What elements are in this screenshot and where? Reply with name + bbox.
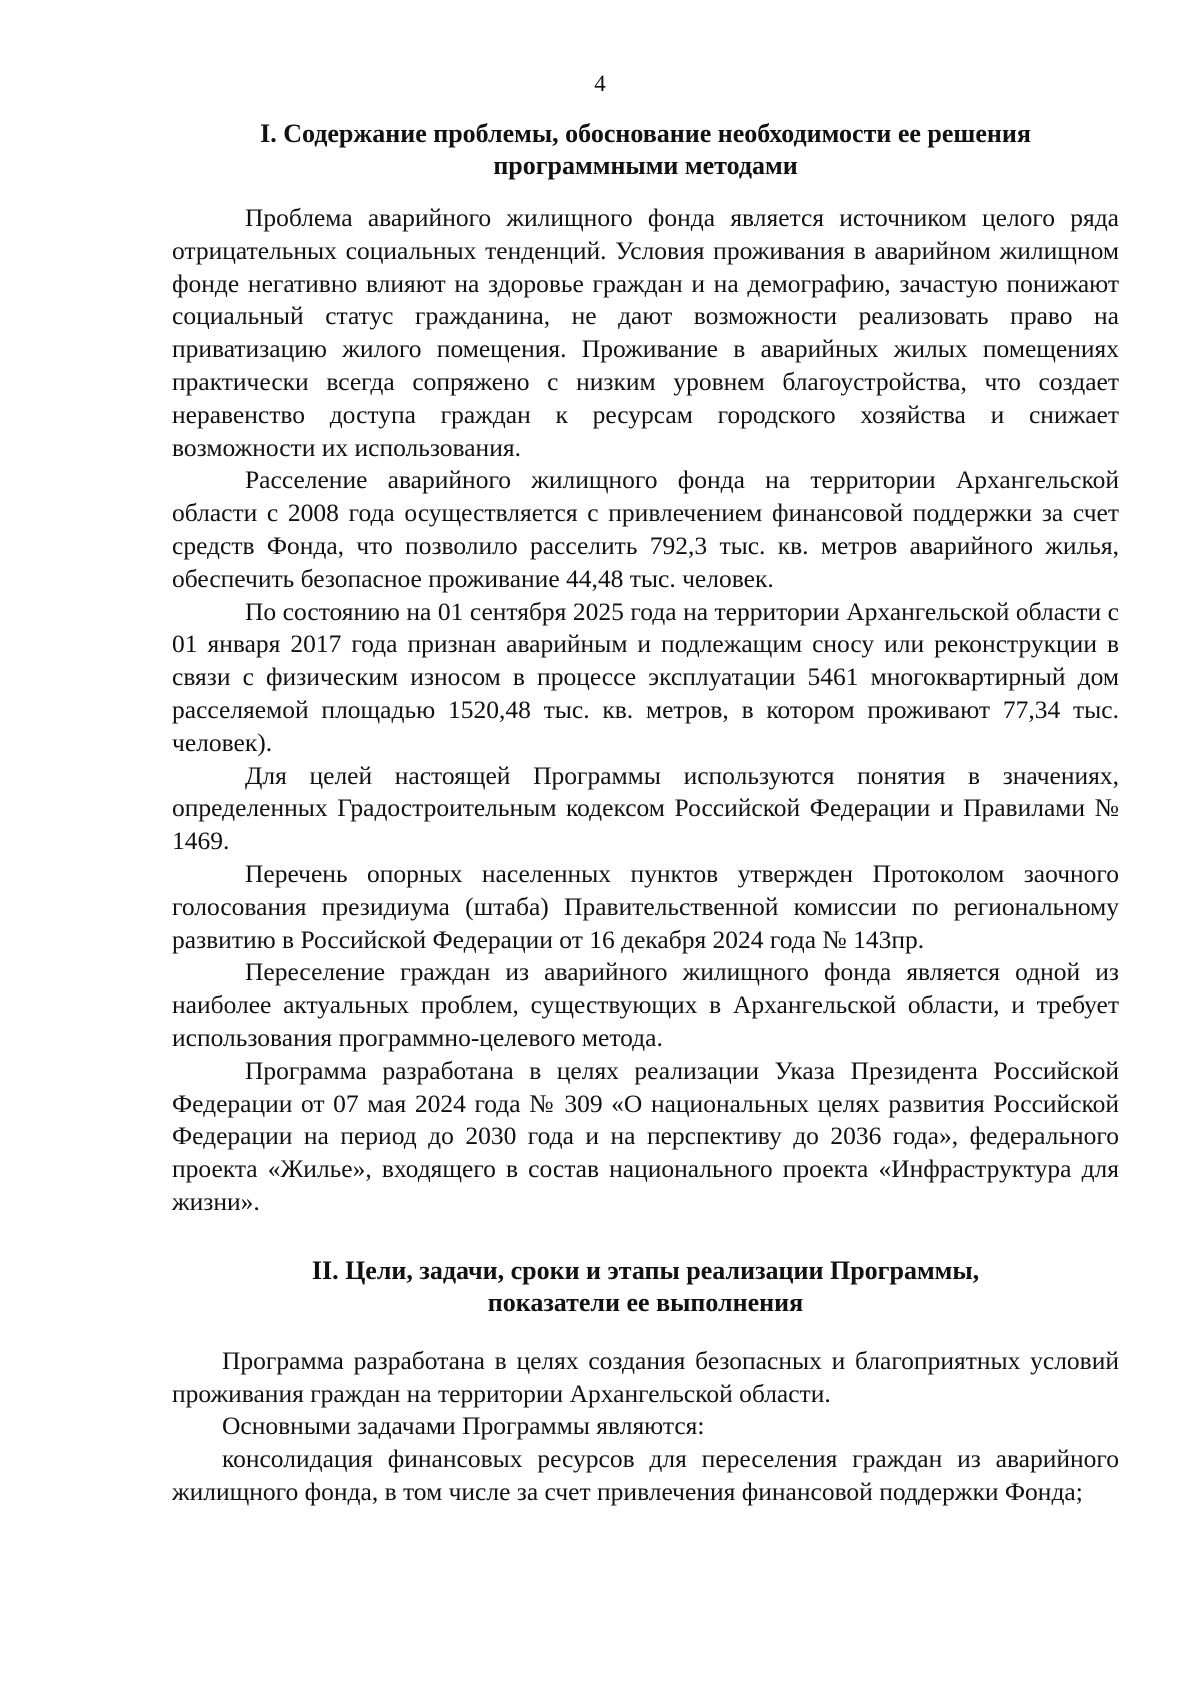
- paragraph: Переселение граждан из аварийного жилищного фонда является одной из наиболее актуальных проблем, существующих в Архангельской области, и требует использования программно-целевого метода.: [172, 957, 1119, 1052]
- paragraph: Перечень опорных населенных пунктов утвержден Протоколом заочного голосования президиума (штаба) Правительственной комиссии по региональному развитию в Российской Федерации от 16 декабря 2024 года № 143пр.: [172, 858, 1119, 954]
- paragraph: По состоянию на 01 сентября 2025 года на территории Архангельской области с 01 января 2017 года признан аварийным и подлежащим сносу или реконструкции в связи с физическим износом в процессе эксплуатации 5461 многоквартирный дом расселяемой площадью 1520,48 тыс. кв. метров, в котором проживают 77,34 тыс. человек).: [172, 596, 1119, 757]
- paragraph: Расселение аварийного жилищного фонда на территории Архангельской области с 2008 года осуществляется с привлечением финансовой поддержки за счет средств Фонда, что позволило расселить 792,3 тыс. кв. метров аварийного жилья, обеспечить безопасное проживание 44,48 тыс. человек.: [172, 465, 1119, 593]
- document-body: [172, 118, 1119, 1509]
- section-1-heading-line: программными методами: [493, 151, 798, 180]
- page-number: 4: [594, 71, 606, 96]
- section-2-heading-line: показатели ее выполнения: [487, 1287, 804, 1317]
- paragraph: Программа разработана в целях реализации Указа Президента Российской Федерации от 07 мая 2024 года № 309 «О национальных целях развития Российской Федерации на период до 2030 года и на перспективу до 2036 года», федерального проекта «Жилье», входящего в состав национального проекта «Инфраструктура для жизни».: [172, 1055, 1119, 1216]
- section-1-heading-line: I. Содержание проблемы, обоснование необходимости ее решения: [260, 119, 1031, 148]
- section-1: [172, 118, 1119, 1219]
- paragraph: Основными задачами Программы являются:: [222, 1411, 705, 1441]
- section-2-heading-line: II. Цели, задачи, сроки и этапы реализации Программы,: [311, 1255, 980, 1285]
- paragraph: Для целей настоящей Программы используются понятия в значениях, определенных Градостроительным кодексом Российской Федерации и Правилами № 1469.: [172, 760, 1119, 856]
- paragraph: консолидация финансовых ресурсов для переселения граждан из аварийного жилищного фонда, в том числе за счет привлечения финансовой поддержки Фонда;: [172, 1444, 1119, 1506]
- paragraph: Программа разработана в целях создания безопасных и благоприятных условий проживания граждан на территории Архангельской области.: [172, 1345, 1119, 1408]
- section-2-heading: [172, 1255, 1119, 1319]
- section-1-heading: [172, 118, 1119, 182]
- section-2: [172, 1255, 1119, 1509]
- paragraph: Проблема аварийного жилищного фонда является источником целого ряда отрицательных социальных тенденций. Условия проживания в аварийном жилищном фонде негативно влияют на здоровье граждан и на демографию, зачастую понижают социальный статус гражданина, не дают возможности реализовать право на приватизацию жилого помещения. Проживание в аварийных жилых помещениях практически всегда сопряжено с низким уровнем благоустройства, что создает неравенство доступа граждан к ресурсам городского хозяйства и снижает возможности их использования.: [172, 203, 1119, 462]
